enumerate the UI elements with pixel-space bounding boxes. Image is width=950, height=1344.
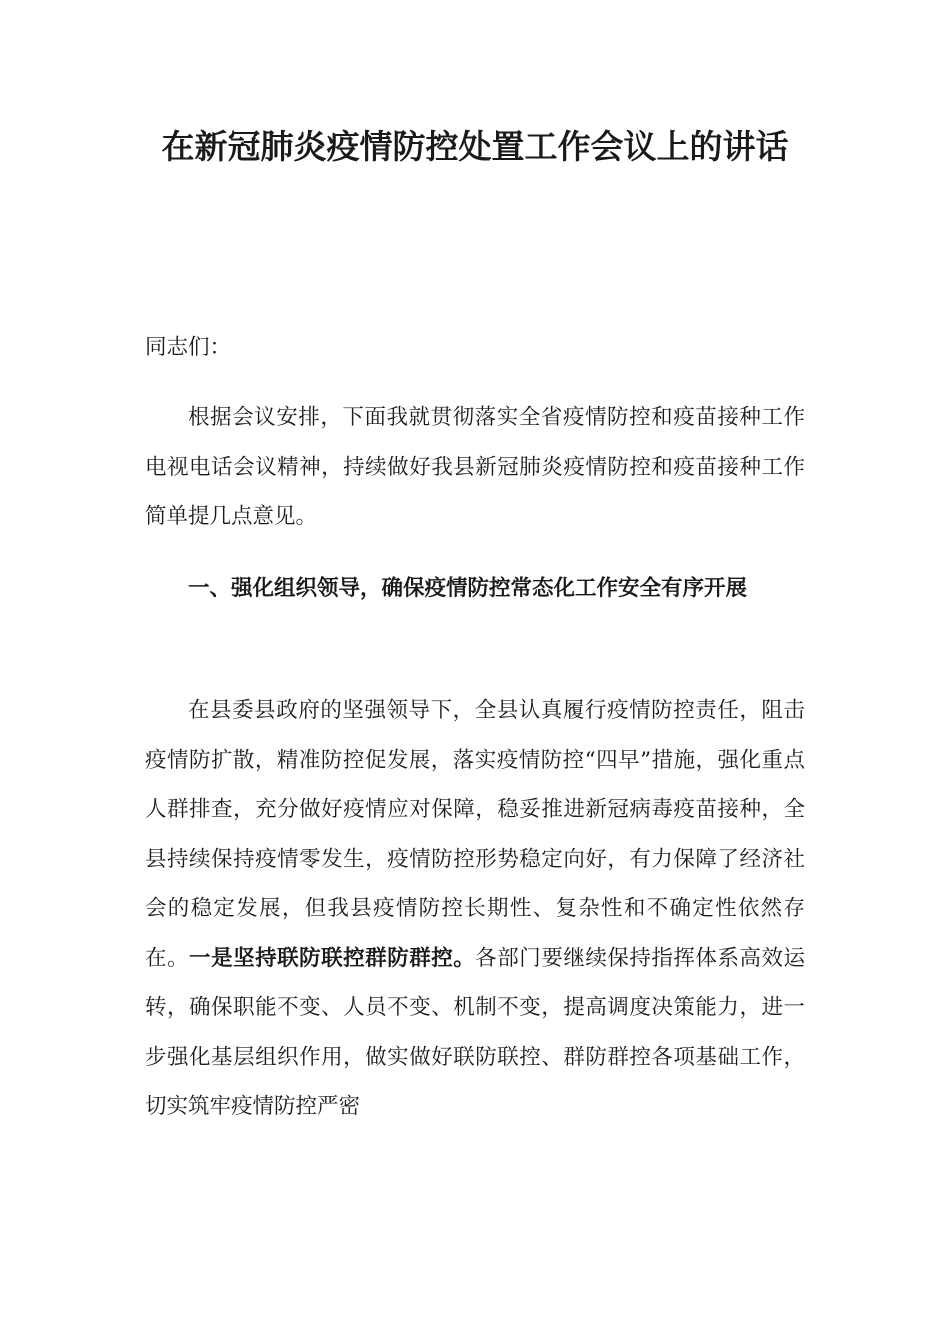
paragraph-text: 在县委县政府的坚强领导下，全县认真履行疫情防控责任，阻击疫情防扩散，精准防控促发展，落实疫情防控“四早”措施，强化重点人群排查，充分做好疫情应对保障，稳妥推进新冠病毒疫苗接种，全县持续保持疫情零发生，疫情防控形势稳定向好，有力保障了经济社会的稳定发展，但我县疫情防控长期性、复杂性和不确定性依然存在。 [145,698,805,971]
bold-point-1: 一是坚持联防联控群防群控。 [189,945,476,971]
section-heading-1: 一、强化组织领导，确保疫情防控常态化工作安全有序开展 [188,576,748,601]
paragraph-text-continued: 各部门要继续保持指挥体系高效运转，确保职能不变、人员不变、机制不变，提高调度决策能力，进一步强化基层组织作用，做实做好联防联控、群防群控各项基础工作，切实筑牢疫情防控严密 [145,945,805,1119]
salutation: 同志们： [145,335,232,360]
paragraph-intro: 根据会议安排，下面我就贯彻落实全省疫情防控和疫苗接种工作电视电话会议精神，持续做好我县新冠肺炎疫情防控和疫苗接种工作简单提几点意见。 [145,405,805,529]
paragraph-section-1 [145,686,805,1132]
document-title: 在新冠肺炎疫情防控处置工作会议上的讲话 [161,127,789,166]
